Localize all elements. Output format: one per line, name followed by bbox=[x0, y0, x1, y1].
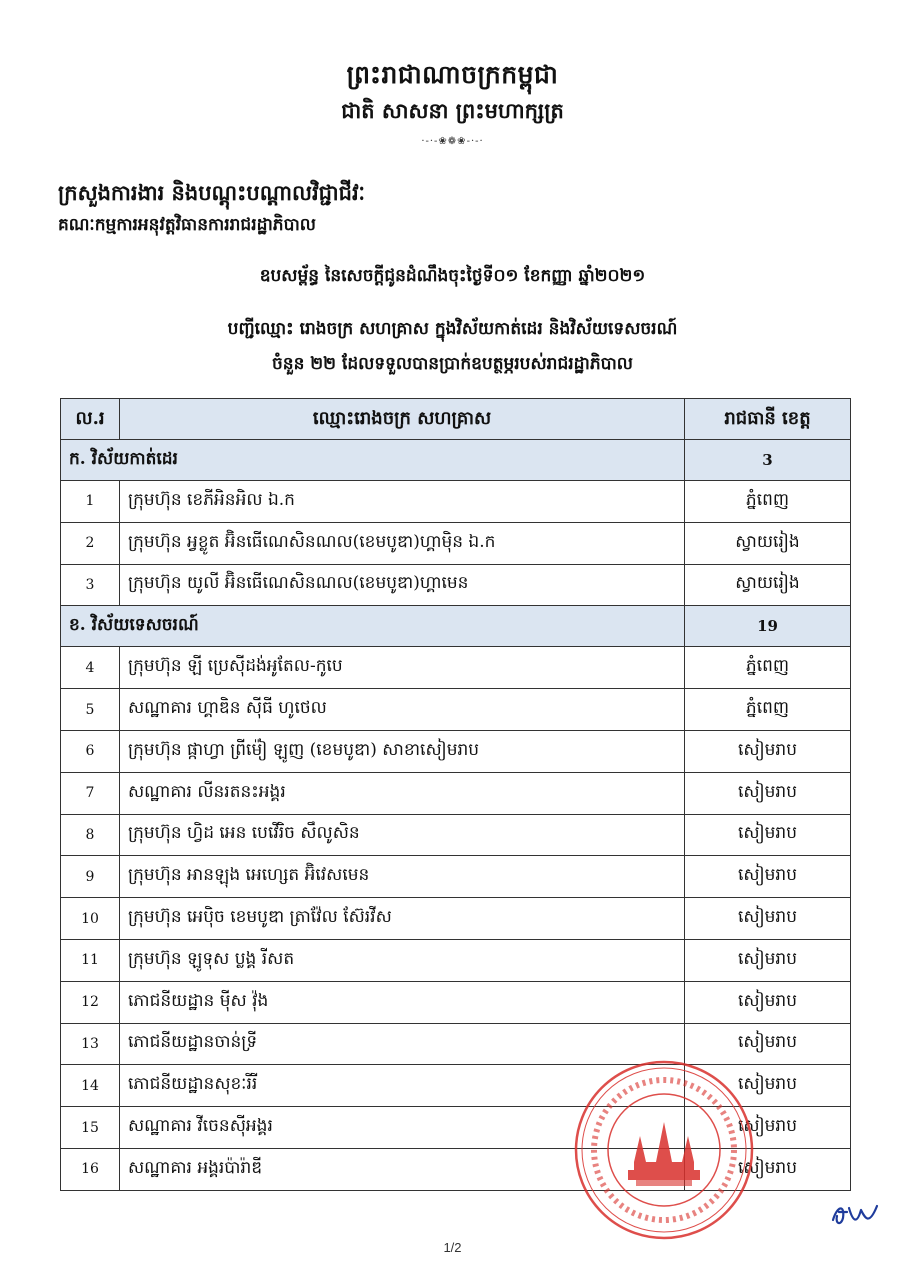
list-title-line-2: ចំនួន ២២ ដែលទទួលបានប្រាក់ឧបត្ថម្ភរបស់រាជរដ្ឋាភិបាល bbox=[272, 354, 633, 374]
row-province: សៀមរាប bbox=[685, 1107, 851, 1149]
row-name: ភោជនីយដ្ឋានចាន់ទ្រី bbox=[120, 1023, 685, 1065]
table-header-row bbox=[61, 399, 851, 440]
page-number: 1/2 bbox=[443, 1240, 462, 1255]
row-no: 13 bbox=[61, 1023, 120, 1065]
row-name: សណ្ឋាគារ អង្គរប៉ារ៉ាឌី bbox=[120, 1148, 685, 1190]
header-province: រាជធានី ខេត្ត bbox=[685, 399, 851, 440]
table-row bbox=[61, 939, 851, 981]
table-row bbox=[61, 772, 851, 814]
table-row bbox=[61, 689, 851, 731]
section-count: 3 bbox=[685, 440, 851, 481]
table-row bbox=[61, 981, 851, 1023]
row-name: ភោជនីយដ្ឋានសុខៈរីរី bbox=[120, 1065, 685, 1107]
committee-name: គណៈកម្មការអនុវត្តវិធានការរាជរដ្ឋាភិបាល bbox=[58, 215, 316, 235]
row-province: ភ្នំពេញ bbox=[685, 689, 851, 731]
row-no: 6 bbox=[61, 730, 120, 772]
row-name: ក្រុមហ៊ុន អានឡុង អេហ្សេត អ៊ិវេសមេន bbox=[120, 856, 685, 898]
row-name: សណ្ឋាគារ ហ្គាឌិន ស៊ីធី ហូថេល bbox=[120, 689, 685, 731]
company-list-table bbox=[60, 398, 851, 1191]
national-motto: ជាតិ សាសនា ព្រះមហាក្សត្រ bbox=[341, 98, 564, 123]
ministry-name: ក្រសួងការងារ និងបណ្តុះបណ្តាលវិជ្ជាជីវៈ bbox=[58, 180, 366, 205]
row-name: ក្រុមហ៊ុន ផ្កាហ្វា ព្រីម៉ៀ ឡូញ (ខេមបូឌា) សាខាសៀមរាប bbox=[120, 730, 685, 772]
row-no: 11 bbox=[61, 939, 120, 981]
row-no: 15 bbox=[61, 1107, 120, 1149]
row-name: សណ្ឋាគារ វីចេនស៊ីអង្គរ bbox=[120, 1107, 685, 1149]
row-no: 16 bbox=[61, 1148, 120, 1190]
table-row bbox=[61, 730, 851, 772]
row-name: ក្រុមហ៊ុន ខេភីអិនអិល ឯ.ក bbox=[120, 481, 685, 523]
table-row bbox=[61, 647, 851, 689]
section-row-tourism bbox=[61, 606, 851, 647]
row-no: 12 bbox=[61, 981, 120, 1023]
row-no: 10 bbox=[61, 898, 120, 940]
table-row bbox=[61, 898, 851, 940]
row-province: ស្វាយរៀង bbox=[685, 522, 851, 564]
row-no: 8 bbox=[61, 814, 120, 856]
header-name: ឈ្មោះរោងចក្រ សហគ្រាស bbox=[120, 399, 685, 440]
row-province: សៀមរាប bbox=[685, 898, 851, 940]
row-name: ក្រុមហ៊ុន យូលី អ៊ិនធើណេសិនណល(ខេមបូឌា)ហ្គាមេន bbox=[120, 564, 685, 606]
row-name: ក្រុមហ៊ុន អ្វខ្លូត អ៊ិនធើណេសិនណល(ខេមបូឌា)ហ្គាម៉ិន ឯ.ក bbox=[120, 522, 685, 564]
section-label: ខ. វិស័យទេសចរណ៍ bbox=[61, 606, 685, 647]
table-row bbox=[61, 1107, 851, 1149]
table-row bbox=[61, 522, 851, 564]
row-name: ក្រុមហ៊ុន ហ្វិដ អេន បេវើរិច សឹលូសិន bbox=[120, 814, 685, 856]
section-label: ក. វិស័យកាត់ដេរ bbox=[61, 440, 685, 481]
table-row bbox=[61, 1023, 851, 1065]
row-no: 5 bbox=[61, 689, 120, 731]
row-province: សៀមរាប bbox=[685, 730, 851, 772]
header-no: ល.រ bbox=[61, 399, 120, 440]
row-province: សៀមរាប bbox=[685, 1148, 851, 1190]
table-row bbox=[61, 481, 851, 523]
row-no: 4 bbox=[61, 647, 120, 689]
list-title-line-1: បញ្ជីឈ្មោះ រោងចក្រ សហគ្រាស ក្នុងវិស័យកាត់ដេរ និងវិស័យទេសចរណ៍ bbox=[227, 319, 678, 339]
row-no: 9 bbox=[61, 856, 120, 898]
ornament-divider: ·-·-❀❁❀-·-· bbox=[421, 136, 484, 147]
row-province: សៀមរាប bbox=[685, 1065, 851, 1107]
row-name: ក្រុមហ៊ុន អេប៉ិច ខេមបូឌា ត្រាវ៉ែល ស៊ែរវីស bbox=[120, 898, 685, 940]
row-name: ភោជនីយដ្ឋាន ម៉ីស វ៉ុង bbox=[120, 981, 685, 1023]
row-province: សៀមរាប bbox=[685, 981, 851, 1023]
table-row bbox=[61, 1148, 851, 1190]
annex-title: ឧបសម្ព័ន្ធ នៃសេចក្តីជូនដំណឹងចុះថ្ងៃទី០១ ខែកញ្ញា ឆ្នាំ២០២១ bbox=[259, 266, 646, 286]
row-province: ភ្នំពេញ bbox=[685, 647, 851, 689]
section-row-garment bbox=[61, 440, 851, 481]
row-no: 2 bbox=[61, 522, 120, 564]
row-no: 3 bbox=[61, 564, 120, 606]
table-row bbox=[61, 856, 851, 898]
row-province: ភ្នំពេញ bbox=[685, 481, 851, 523]
table-row bbox=[61, 814, 851, 856]
row-no: 14 bbox=[61, 1065, 120, 1107]
row-no: 1 bbox=[61, 481, 120, 523]
row-province: សៀមរាប bbox=[685, 856, 851, 898]
row-province: សៀមរាប bbox=[685, 772, 851, 814]
section-count: 19 bbox=[685, 606, 851, 647]
row-no: 7 bbox=[61, 772, 120, 814]
row-province: សៀមរាប bbox=[685, 1023, 851, 1065]
row-province: សៀមរាប bbox=[685, 939, 851, 981]
row-name: ក្រុមហ៊ុន ឡូទុស ប្លង្គ រីសត bbox=[120, 939, 685, 981]
kingdom-title: ព្រះរាជាណាចក្រកម្ពុជា bbox=[346, 60, 559, 89]
row-province: សៀមរាប bbox=[685, 814, 851, 856]
handwritten-initials-icon bbox=[827, 1198, 885, 1232]
row-name: សណ្ឋាគារ លីនរតនះអង្គរ bbox=[120, 772, 685, 814]
table-row bbox=[61, 564, 851, 606]
row-province: ស្វាយរៀង bbox=[685, 564, 851, 606]
row-name: ក្រុមហ៊ុន ឡី ប្រេស៊ីដង់អូតែល-កូបេ bbox=[120, 647, 685, 689]
table-row bbox=[61, 1065, 851, 1107]
